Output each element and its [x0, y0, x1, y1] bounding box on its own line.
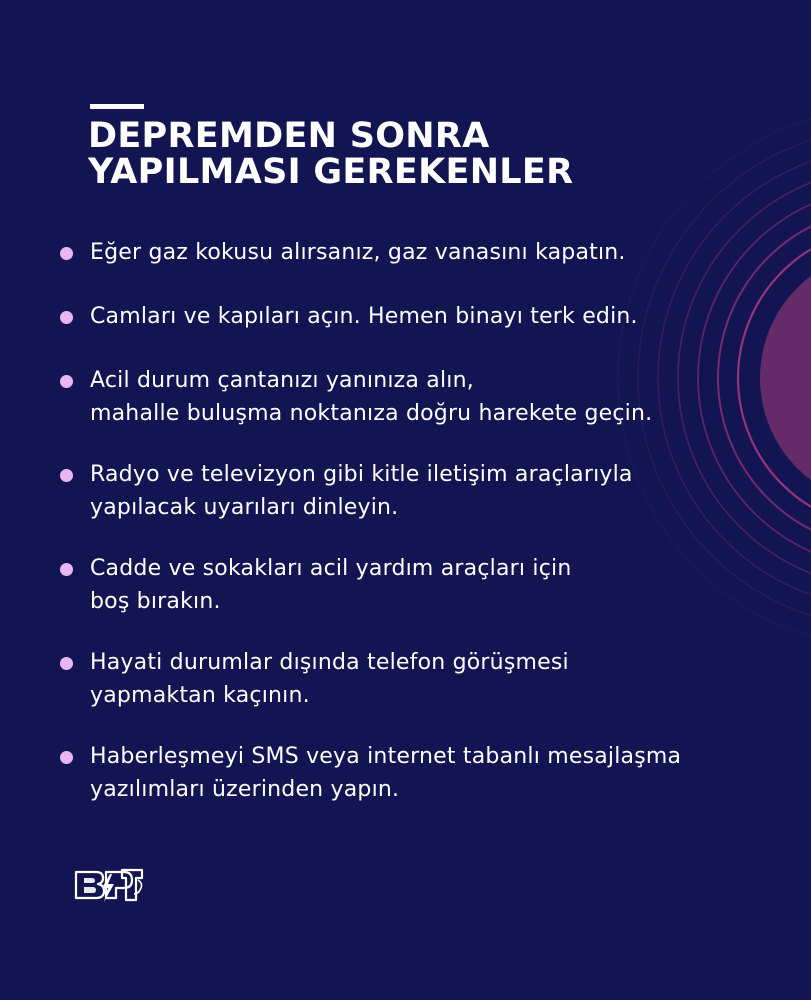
title-line: DEPREMDEN SONRA [88, 116, 490, 156]
list-item-text [90, 740, 780, 806]
list-item-text [90, 364, 780, 430]
list-item-line: Eğer gaz kokusu alırsanız, gaz vanasını kapatın. [90, 240, 626, 265]
list-item-line: yapmaktan kaçının. [90, 683, 310, 708]
list-item-line: Haberleşmeyi SMS veya internet tabanlı mesajlaşma [90, 744, 682, 769]
title-accent-bar [90, 104, 144, 109]
list-item-text [90, 300, 780, 333]
list-item-text [90, 646, 780, 712]
list-item-line: boş bırakın. [90, 589, 221, 614]
list-item-line: Acil durum çantanızı yanınıza alın, [90, 368, 474, 393]
bullet-dot-icon [60, 657, 73, 670]
list-item-line: Camları ve kapıları açın. Hemen binayı terk edin. [90, 304, 638, 329]
list-item-line: Hayati durumlar dışında telefon görüşmesi [90, 650, 569, 675]
page-title [88, 118, 573, 190]
bullet-dot-icon [60, 563, 73, 576]
list-item-line: yazılımları üzerinden yapın. [90, 777, 400, 802]
list-item-line: Cadde ve sokakları acil yardım araçları için [90, 556, 572, 581]
bullet-dot-icon [60, 247, 73, 260]
bullet-dot-icon [60, 751, 73, 764]
bullet-dot-icon [60, 469, 73, 482]
list-item-line: Radyo ve televizyon gibi kitle iletişim araçlarıyla [90, 462, 633, 487]
list-item-text [90, 236, 780, 269]
list-item-text [90, 552, 780, 618]
bullet-dot-icon [60, 375, 73, 388]
list-item-text [90, 458, 780, 524]
bpt-logo-icon [72, 866, 146, 906]
list-item-line: mahalle buluşma noktanıza doğru harekete geçin. [90, 401, 653, 426]
title-line: YAPILMASI GEREKENLER [88, 152, 574, 192]
list-item-line: yapılacak uyarıları dinleyin. [90, 495, 399, 520]
bullet-dot-icon [60, 311, 73, 324]
